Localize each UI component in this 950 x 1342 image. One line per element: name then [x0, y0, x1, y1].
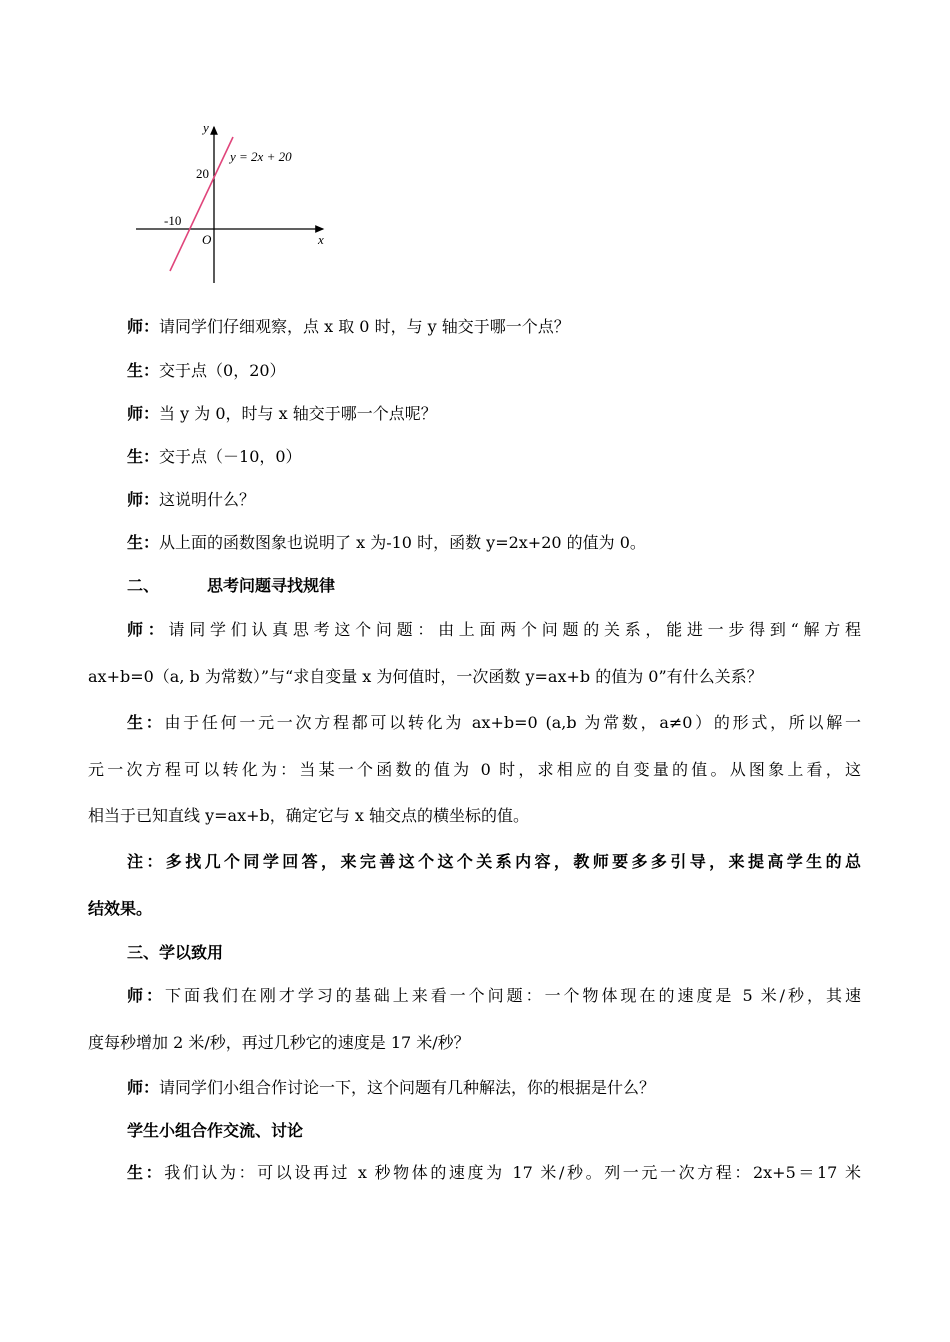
- graph-svg: [128, 115, 338, 285]
- y-axis-label: y: [203, 120, 209, 135]
- line-text: 交于点（－10，0）: [159, 447, 302, 466]
- note-line: [127, 852, 861, 872]
- speaker-label: 生：: [127, 361, 160, 380]
- speaker-label: 师：: [127, 317, 160, 336]
- line-text: 我们认为：可以设再过 x 秒物体的速度为 17 米/秒。列一元一次方程：2x+5＝17 米: [164, 1163, 861, 1182]
- equation-label: y = 2x + 20: [230, 149, 292, 164]
- line-text: 下面我们在刚才学习的基础上来看一个问题：一个物体现在的速度是 5 米/秒，其速: [164, 986, 861, 1005]
- dialogue-line: [127, 713, 861, 733]
- y-intercept-label: 20: [196, 166, 209, 181]
- dialogue-line: [127, 986, 861, 1006]
- section-number: 二、: [127, 576, 160, 595]
- dialogue-line: [127, 620, 861, 640]
- dialogue-line: [127, 1163, 861, 1183]
- note-text: 结效果。: [88, 899, 153, 918]
- dialogue-line: [127, 317, 570, 337]
- dialogue-line: [127, 447, 302, 467]
- note-text: 注：多找几个同学回答，来完善这个这个关系内容，教师要多多引导，来提高学生的总: [127, 852, 861, 871]
- section-heading: [127, 943, 223, 963]
- continuation-line: [88, 760, 861, 780]
- speaker-label: 生：: [127, 533, 160, 552]
- line-text: 元一次方程可以转化为：当某一个函数的值为 0 时，求相应的自变量的值。从图象上看，这: [88, 760, 861, 779]
- section-title: 三、学以致用: [127, 943, 224, 962]
- section-title: 思考问题寻找规律: [207, 576, 336, 595]
- dialogue-line: [127, 361, 286, 381]
- line-text: 请同学们仔细观察，点 x 取 0 时，与 y 轴交于哪一个点？: [159, 317, 570, 336]
- line-text: 由于任何一元一次方程都可以转化为 ax+b=0 (a,b 为常数，a≠0）的形式，所以解一: [164, 713, 861, 732]
- speaker-label: 师：: [127, 620, 169, 639]
- speaker-label: 师：: [127, 986, 165, 1005]
- line-text: 请同学们认真思考这个问题：由上面两个问题的关系，能进一步得到“解方程: [168, 620, 861, 639]
- line-text: 相当于已知直线 y=ax+b，确定它与 x 轴交点的横坐标的值。: [88, 806, 529, 825]
- dialogue-line: [127, 490, 255, 510]
- line-text: 从上面的函数图象也说明了 x 为-10 时，函数 y=2x+20 的值为 0。: [159, 533, 646, 552]
- line-text: 这说明什么？: [159, 490, 256, 509]
- dialogue-line: [127, 404, 437, 424]
- dialogue-line: [127, 1078, 655, 1098]
- speaker-label: 师：: [127, 404, 160, 423]
- speaker-label: 师：: [127, 490, 160, 509]
- continuation-line: [88, 806, 529, 826]
- line-text: 当 y 为 0，时与 x 轴交于哪一个点呢？: [159, 404, 437, 423]
- line-text: 请同学们小组合作讨论一下，这个问题有几种解法，你的根据是什么？: [159, 1078, 656, 1097]
- speaker-label: 师：: [127, 1078, 160, 1097]
- origin-label: O: [202, 232, 212, 247]
- speaker-label: 生：: [127, 447, 160, 466]
- function-graph: [128, 115, 338, 285]
- subheading-text: 学生小组合作交流、讨论: [127, 1121, 304, 1140]
- continuation-line: [88, 1033, 470, 1053]
- subheading: [127, 1121, 303, 1141]
- section-heading: [127, 576, 335, 596]
- x-intercept-label: -10: [164, 213, 182, 228]
- function-line: [170, 137, 233, 271]
- note-line: [88, 899, 152, 919]
- dialogue-line: [127, 533, 646, 553]
- speaker-label: 生：: [127, 713, 165, 732]
- line-text: 交于点（0，20）: [159, 361, 286, 380]
- continuation-line: [88, 667, 763, 687]
- x-axis-label: x: [318, 232, 324, 247]
- line-text: ax+b=0（a, b 为常数）”与“求自变量 x 为何值时，一次函数 y=ax+b 的值为 0”有什么关系？: [88, 667, 763, 686]
- speaker-label: 生：: [127, 1163, 165, 1182]
- line-text: 度每秒增加 2 米/秒，再过几秒它的速度是 17 米/秒？: [88, 1033, 470, 1052]
